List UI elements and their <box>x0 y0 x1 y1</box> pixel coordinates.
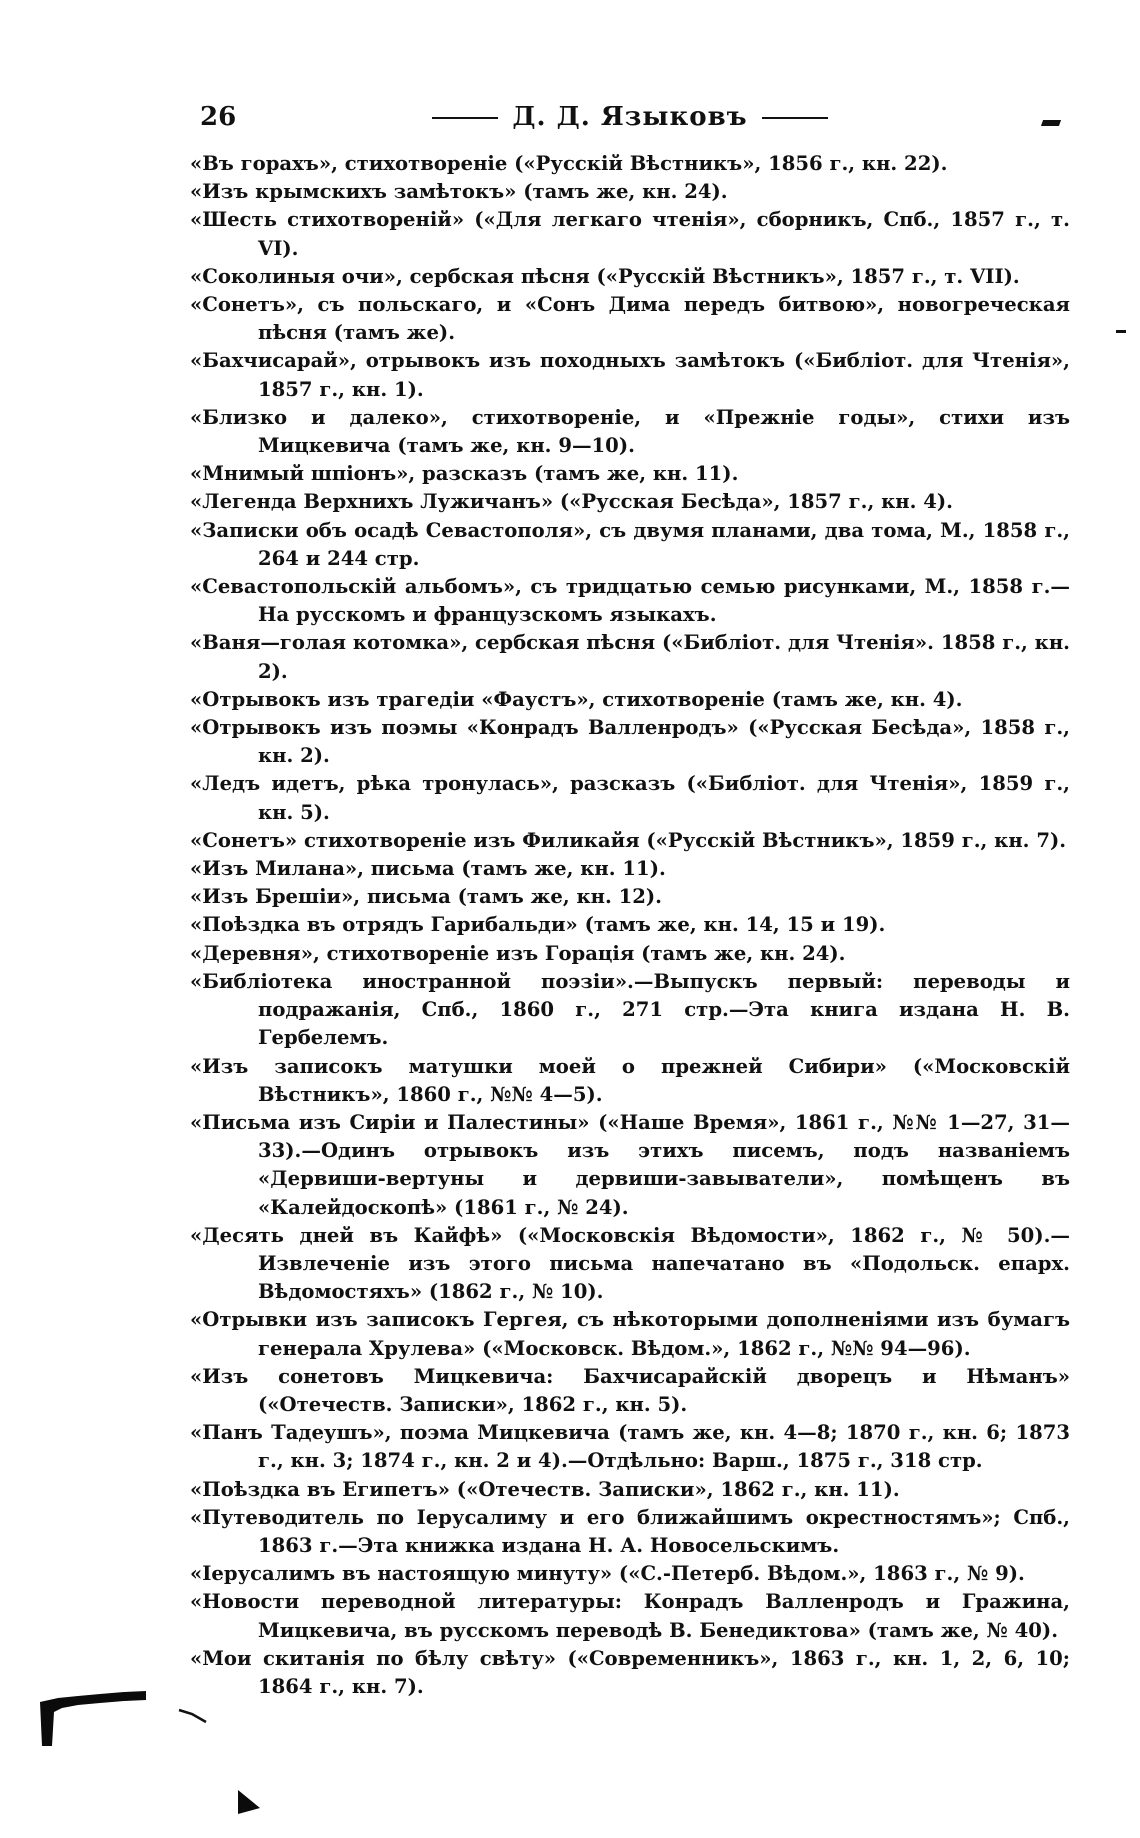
bibliography-entry: «Іерусалимъ въ настоящую минуту» («С.-Петерб. Вѣдом.», 1863 г., № 9). <box>190 1562 1025 1586</box>
bibliography-entry: «Записки объ осадѣ Севастополя», съ двумя планами, два тома, М., 1858 г., 264 и 244 стр. <box>190 518 1070 570</box>
bibliography-entry: «Изъ крымскихъ замѣтокъ» (тамъ же, кн. 24). <box>190 180 728 204</box>
bibliography-entry: «Легенда Верхнихъ Лужичанъ» («Русская Бесѣда», 1857 г., кн. 4). <box>190 490 953 514</box>
page-number: 26 <box>200 102 237 132</box>
bibliography-entry: «Изъ Милана», письма (тамъ же, кн. 11). <box>190 857 666 881</box>
bibliography-entry: «Изъ сонетовъ Мицкевича: Бахчисарайскій дворецъ и Нѣманъ» («Отечеств. Записки», 1862 г., кн. 5). <box>190 1364 1070 1416</box>
scan-artifact-stroke <box>178 1708 208 1728</box>
bibliography-entry: «Въ горахъ», стихотвореніе («Русскій Вѣстникъ», 1856 г., кн. 22). <box>190 152 948 175</box>
bibliography-entry: «Поѣздка въ отрядъ Гарибальди» (тамъ же, кн. 14, 15 и 19). <box>190 913 886 937</box>
bibliography-entry: «Севастопольскій альбомъ», съ тридцатью семью рисунками, М., 1858 г.—На русскомъ и французскомъ языкахъ. <box>190 575 1070 627</box>
bibliography-entry: «Десять дней въ Кайфѣ» («Московскія Вѣдомости», 1862 г., № 50).—Извлеченіе изъ этого письма напечатано въ «Подольск. епарх. Вѣдомостяхъ» (1862 г., № 10). <box>190 1223 1070 1304</box>
bibliography-entry: «Сонетъ», съ польскаго, и «Сонъ Дима передъ битвою», новогреческая пѣсня (тамъ же). <box>190 293 1070 345</box>
bibliography-entry: «Мои скитанія по бѣлу свѣту» («Современникъ», 1863 г., кн. 1, 2, 6, 10; 1864 г., кн. 7). <box>190 1646 1070 1698</box>
bibliography-entry: «Мнимый шпіонъ», разсказъ (тамъ же, кн. 11). <box>190 462 739 486</box>
bibliography-list <box>190 150 1070 1701</box>
title-dash-right <box>762 117 828 119</box>
bibliography-entry: «Отрывокъ изъ трагедіи «Фаустъ», стихотвореніе (тамъ же, кн. 4). <box>190 687 963 711</box>
running-title <box>200 102 1060 132</box>
bibliography-entry: «Изъ Брешіи», письма (тамъ же, кн. 12). <box>190 885 662 909</box>
bibliography-entry: «Ваня—голая котомка», сербская пѣсня («Библіот. для Чтенія». 1858 г., кн. 2). <box>190 631 1070 683</box>
bibliography-entry: «Панъ Тадеушъ», поэма Мицкевича (тамъ же, кн. 4—8; 1870 г., кн. 6; 1873 г., кн. 3; 1874 г., кн. 2 и 4).—Отдѣльно: Варш., 1875 г., 318 стр. <box>190 1421 1070 1473</box>
bibliography-entry: «Отрывки изъ записокъ Гергея, съ нѣкоторыми дополненіями изъ бумагъ генерала Хрулева» («Московск. Вѣдом.», 1862 г., №№ 94—96). <box>190 1308 1070 1360</box>
bibliography-entry: «Путеводитель по Іерусалиму и его ближайшимъ окрестностямъ»; Спб., 1863 г.—Эта книжка издана Н. А. Новосельскимъ. <box>190 1505 1070 1557</box>
bibliography-entry: «Библіотека иностранной поэзіи».—Выпускъ первый: переводы и подражанія, Спб., 1860 г., 271 стр.—Эта книга издана Н. В. Гербелемъ. <box>190 969 1070 1050</box>
bibliography-entry: «Шесть стихотвореній» («Для легкаго чтенія», сборникъ, Спб., 1857 г., т. VI). <box>190 208 1070 260</box>
bibliography-entry: «Близко и далеко», стихотвореніе, и «Прежніе годы», стихи изъ Мицкевича (тамъ же, кн. 9—10). <box>190 405 1070 458</box>
running-title-text: Д. Д. Языковъ <box>512 102 748 132</box>
scan-artifact-arrow <box>236 1790 262 1820</box>
bibliography-entry: «Ледъ идетъ, рѣка тронулась», разсказъ («Библіот. для Чтенія», 1859 г., кн. 5). <box>190 772 1070 824</box>
scan-artifact-blot <box>38 1688 150 1748</box>
bibliography-entry: «Письма изъ Сиріи и Палестины» («Наше Время», 1861 г., №№ 1—27, 31—33).—Одинъ отрывокъ изъ этихъ писемъ, подъ названіемъ «Дервиши-вертуны и дервиши-завыватели», помѣщенъ въ «Калейдоскопѣ» (1861 г., № 24). <box>190 1110 1070 1219</box>
bibliography-entry: «Изъ записокъ матушки моей о прежней Сибири» («Московскій Вѣстникъ», 1860 г., №№ 4—5). <box>190 1054 1070 1106</box>
bibliography-entry: «Новости переводной литературы: Конрадъ Валленродъ и Гражина, Мицкевича, въ русскомъ переводѣ В. Бенедиктова» (тамъ же, № 40). <box>190 1590 1070 1642</box>
page-header <box>200 100 1060 140</box>
bibliography-entry: «Деревня», стихотвореніе изъ Горація (тамъ же, кн. 24). <box>190 941 846 965</box>
title-dash-left <box>432 117 498 119</box>
bibliography-entry: «Соколиныя очи», сербская пѣсня («Русскій Вѣстникъ», 1857 г., т. VII). <box>190 264 1020 288</box>
bibliography-entry: «Бахчисарай», отрывокъ изъ походныхъ замѣтокъ («Библіот. для Чтенія», 1857 г., кн. 1). <box>190 349 1070 401</box>
margin-ink-mark <box>1116 330 1126 333</box>
bibliography-entry: «Поѣздка въ Египетъ» («Отечеств. Записки», 1862 г., кн. 11). <box>190 1477 900 1501</box>
bibliography-entry: «Сонетъ» стихотвореніе изъ Филикайя («Русскій Вѣстникъ», 1859 г., кн. 7). <box>190 828 1067 852</box>
header-ink-mark <box>1041 120 1061 126</box>
bibliography-entry: «Отрывокъ изъ поэмы «Конрадъ Валленродъ» («Русская Бесѣда», 1858 г., кн. 2). <box>190 716 1070 768</box>
